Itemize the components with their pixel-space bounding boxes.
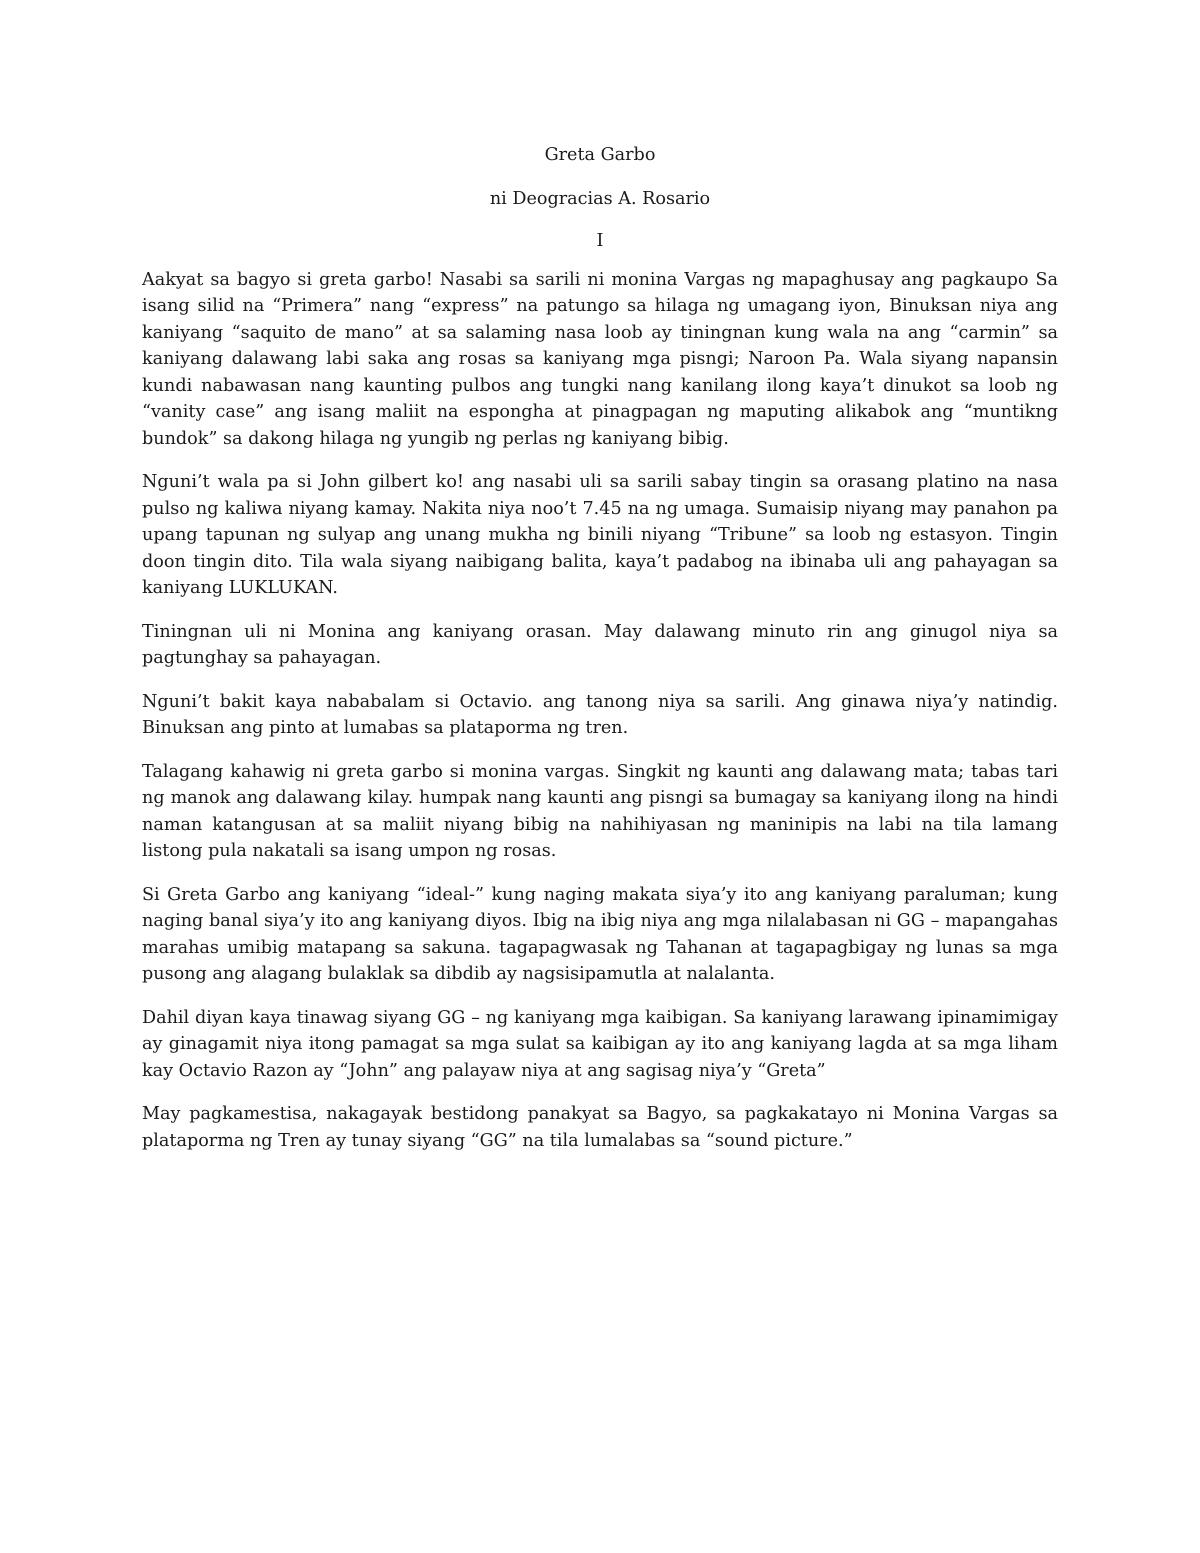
author-byline: ni Deogracias A. Rosario xyxy=(489,188,711,209)
document-page xyxy=(142,142,1058,1171)
paragraph-8: May pagkamestisa, nakagayak bestidong panakyat sa Bagyo, sa pagkakatayo ni Monina Vargas sa plataporma ng Tren ay tunay siyang “GG” na tila lumalabas sa “sound picture.” xyxy=(142,1104,1058,1151)
document-title: Greta Garbo xyxy=(544,145,656,165)
paragraph-7: Dahil diyan kaya tinawag siyang GG – ng kaniyang mga kaibigan. Sa kaniyang larawang ipinamimigay ay ginagamit niya itong pamagat sa mga sulat sa kaibigan ay ito ang kaniyang lagda at sa mga liham kay Octavio Razon ay “John” ang palayaw niya at ang sagisag niya’y “Greta” xyxy=(142,1007,1058,1081)
paragraph-3: Tiningnan uli ni Monina ang kaniyang orasan. May dalawang minuto rin ang ginugol niya sa pagtunghay sa pahayagan. xyxy=(142,621,1058,668)
paragraph-2: Nguni’t wala pa si John gilbert ko! ang nasabi uli sa sarili sabay tingin sa orasang platino na nasa pulso ng kaliwa niyang kamay. Nakita niya noo’t 7.45 na ng umaga. Sumaisip niyang may panahon pa upang tapunan ng sulyap ang unang mukha ng binili niyang “Tribune” sa loob ng estasyon. Tingin doon tingin dito. Tila wala siyang naibigang balita, kaya’t padabog na ibinaba uli ang pahayagan sa kaniyang LUKLUKAN. xyxy=(142,472,1058,598)
paragraph-5: Talagang kahawig ni greta garbo si monina vargas. Singkit ng kaunti ang dalawang mata; tabas tari ng manok ang dalawang kilay. humpak nang kaunti ang pisngi sa bumagay sa kaniyang ilong na hindi naman katangusan at sa maliit niyang bibig na nahihiyasan ng maninipis na labi na tila lamang listong pula nakatali sa isang umpon ng rosas. xyxy=(142,761,1058,861)
paragraph-1: Aakyat sa bagyo si greta garbo! Nasabi sa sarili ni monina Vargas ng mapaghusay ang pagkaupo Sa isang silid na “Primera” nang “express” na patungo sa hilaga ng umagang iyon, Binuksan niya ang kaniyang “saquito de mano” at sa salaming nasa loob ay tiningnan kung wala na ang “carmin” sa kaniyang dalawang labi saka ang rosas sa kaniyang mga pisngi; Naroon Pa. Wala siyang napansin kundi nabawasan nang kaunting pulbos ang tungki nang kanilang ilong kaya’t dinukot sa loob ng “vanity case” ang isang maliit na espongha at pinagpagan ng maputing alikabok ang “muntikng bundok” sa dakong hilaga ng yungib ng perlas ng kaniyang bibig. xyxy=(142,269,1058,449)
paragraph-4: Nguni’t bakit kaya nababalam si Octavio. ang tanong niya sa sarili. Ang ginawa niya’y natindig. Binuksan ang pinto at lumabas sa plataporma ng tren. xyxy=(142,691,1058,738)
paragraph-6: Si Greta Garbo ang kaniyang “ideal-” kung naging makata siya’y ito ang kaniyang paraluman; kung naging banal siya’y ito ang kaniyang diyos. Ibig na ibig niya ang mga nilalabasan ni GG – mapangahas marahas umibig matapang sa sakuna. tagapagwasak ng Tahanan at tagapagbigay ng lunas sa mga pusong ang alagang bulaklak sa dibdib ay nagsisipamutla at nalalanta. xyxy=(142,884,1058,984)
chapter-number: I xyxy=(596,231,604,251)
